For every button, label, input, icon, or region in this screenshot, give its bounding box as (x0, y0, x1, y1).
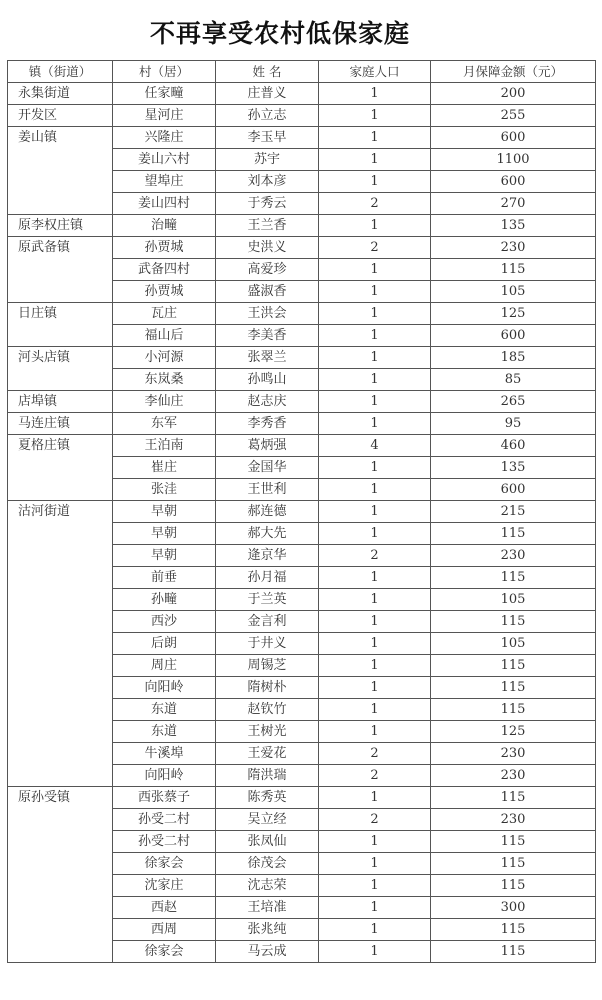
cell-village: 徐家会 (113, 853, 216, 875)
cell-family-size: 1 (319, 325, 431, 347)
cell-monthly-amount: 230 (431, 809, 596, 831)
cell-name: 葛炳强 (216, 435, 319, 457)
cell-family-size: 2 (319, 765, 431, 787)
cell-monthly-amount: 115 (431, 523, 596, 545)
cell-family-size: 1 (319, 149, 431, 171)
cell-family-size: 1 (319, 919, 431, 941)
cell-village: 西沙 (113, 611, 216, 633)
cell-name: 王树光 (216, 721, 319, 743)
header-monthly-amount: 月保障金额（元） (431, 61, 596, 83)
cell-monthly-amount: 115 (431, 567, 596, 589)
cell-town: 店埠镇 (8, 391, 113, 413)
cell-monthly-amount: 85 (431, 369, 596, 391)
cell-village: 向阳岭 (113, 765, 216, 787)
cell-monthly-amount: 115 (431, 655, 596, 677)
cell-village: 姜山四村 (113, 193, 216, 215)
cell-monthly-amount: 600 (431, 127, 596, 149)
cell-name: 苏宇 (216, 149, 319, 171)
cell-village: 福山后 (113, 325, 216, 347)
cell-name: 马云成 (216, 941, 319, 963)
cell-family-size: 1 (319, 941, 431, 963)
cell-monthly-amount: 115 (431, 919, 596, 941)
cell-name: 沈志荣 (216, 875, 319, 897)
cell-town: 姜山镇 (8, 127, 113, 215)
cell-monthly-amount: 1100 (431, 149, 596, 171)
cell-name: 赵志庆 (216, 391, 319, 413)
cell-name: 金国华 (216, 457, 319, 479)
cell-monthly-amount: 105 (431, 589, 596, 611)
table-row (8, 127, 596, 149)
cell-village: 孙受二村 (113, 809, 216, 831)
cell-name: 陈秀英 (216, 787, 319, 809)
cell-family-size: 1 (319, 611, 431, 633)
cell-family-size: 1 (319, 127, 431, 149)
cell-family-size: 1 (319, 589, 431, 611)
cell-family-size: 1 (319, 721, 431, 743)
cell-monthly-amount: 265 (431, 391, 596, 413)
cell-monthly-amount: 230 (431, 545, 596, 567)
cell-town: 马连庄镇 (8, 413, 113, 435)
cell-name: 孙鸣山 (216, 369, 319, 391)
cell-village: 沈家庄 (113, 875, 216, 897)
cell-family-size: 2 (319, 545, 431, 567)
cell-monthly-amount: 115 (431, 699, 596, 721)
cell-village: 治疃 (113, 215, 216, 237)
cell-village: 张洼 (113, 479, 216, 501)
cell-name: 王爱花 (216, 743, 319, 765)
cell-name: 逄京华 (216, 545, 319, 567)
cell-monthly-amount: 115 (431, 677, 596, 699)
cell-village: 王泊南 (113, 435, 216, 457)
cell-name: 隋树朴 (216, 677, 319, 699)
cell-village: 望埠庄 (113, 171, 216, 193)
cell-town: 夏格庄镇 (8, 435, 113, 501)
table-row (8, 413, 596, 435)
table-row (8, 215, 596, 237)
header-family-size: 家庭人口 (319, 61, 431, 83)
cell-name: 王兰香 (216, 215, 319, 237)
cell-family-size: 1 (319, 347, 431, 369)
cell-village: 周庄 (113, 655, 216, 677)
cell-village: 早朝 (113, 523, 216, 545)
table-row (8, 83, 596, 105)
cell-name: 于井义 (216, 633, 319, 655)
header-town: 镇（街道） (8, 61, 113, 83)
cell-village: 向阳岭 (113, 677, 216, 699)
cell-village: 东道 (113, 699, 216, 721)
cell-monthly-amount: 115 (431, 831, 596, 853)
cell-village: 西张蔡子 (113, 787, 216, 809)
cell-name: 于秀云 (216, 193, 319, 215)
cell-monthly-amount: 95 (431, 413, 596, 435)
cell-name: 徐茂会 (216, 853, 319, 875)
cell-village: 徐家会 (113, 941, 216, 963)
cell-monthly-amount: 105 (431, 633, 596, 655)
cell-village: 西赵 (113, 897, 216, 919)
cell-town: 原孙受镇 (8, 787, 113, 963)
table-body (8, 83, 596, 963)
cell-family-size: 1 (319, 501, 431, 523)
cell-village: 后朗 (113, 633, 216, 655)
cell-name: 高爱珍 (216, 259, 319, 281)
cell-town: 沽河街道 (8, 501, 113, 787)
cell-monthly-amount: 115 (431, 259, 596, 281)
cell-name: 王培准 (216, 897, 319, 919)
cell-village: 孙疃 (113, 589, 216, 611)
cell-village: 李仙庄 (113, 391, 216, 413)
cell-family-size: 1 (319, 215, 431, 237)
cell-monthly-amount: 115 (431, 941, 596, 963)
cell-name: 孙月福 (216, 567, 319, 589)
cell-family-size: 1 (319, 457, 431, 479)
cell-village: 东岚桑 (113, 369, 216, 391)
cell-family-size: 2 (319, 193, 431, 215)
cell-family-size: 1 (319, 897, 431, 919)
cell-family-size: 1 (319, 259, 431, 281)
cell-village: 小河源 (113, 347, 216, 369)
cell-village: 任家疃 (113, 83, 216, 105)
cell-monthly-amount: 125 (431, 303, 596, 325)
cell-village: 崔庄 (113, 457, 216, 479)
cell-monthly-amount: 135 (431, 215, 596, 237)
table-row (8, 237, 596, 259)
cell-name: 张凤仙 (216, 831, 319, 853)
cell-monthly-amount: 215 (431, 501, 596, 523)
table-row (8, 347, 596, 369)
cell-name: 李秀香 (216, 413, 319, 435)
cell-name: 于兰英 (216, 589, 319, 611)
table-row (8, 105, 596, 127)
cell-family-size: 1 (319, 281, 431, 303)
cell-name: 李玉早 (216, 127, 319, 149)
cell-name: 王洪会 (216, 303, 319, 325)
cell-monthly-amount: 115 (431, 875, 596, 897)
cell-name: 郝连德 (216, 501, 319, 523)
cell-family-size: 1 (319, 479, 431, 501)
cell-name: 史洪义 (216, 237, 319, 259)
table-row (8, 435, 596, 457)
cell-name: 张兆纯 (216, 919, 319, 941)
cell-monthly-amount: 105 (431, 281, 596, 303)
cell-monthly-amount: 115 (431, 611, 596, 633)
cell-monthly-amount: 600 (431, 325, 596, 347)
cell-monthly-amount: 230 (431, 237, 596, 259)
cell-monthly-amount: 115 (431, 853, 596, 875)
cell-family-size: 1 (319, 699, 431, 721)
cell-family-size: 1 (319, 633, 431, 655)
cell-town: 河头店镇 (8, 347, 113, 391)
cell-village: 兴隆庄 (113, 127, 216, 149)
cell-town: 原李权庄镇 (8, 215, 113, 237)
cell-name: 吴立经 (216, 809, 319, 831)
cell-family-size: 1 (319, 391, 431, 413)
cell-monthly-amount: 600 (431, 171, 596, 193)
cell-family-size: 1 (319, 787, 431, 809)
cell-family-size: 2 (319, 809, 431, 831)
cell-village: 星河庄 (113, 105, 216, 127)
table-header-row (8, 61, 596, 83)
header-village: 村（居） (113, 61, 216, 83)
cell-town: 原武备镇 (8, 237, 113, 303)
cell-monthly-amount: 255 (431, 105, 596, 127)
cell-name: 赵钦竹 (216, 699, 319, 721)
cell-name: 王世利 (216, 479, 319, 501)
cell-name: 郝大先 (216, 523, 319, 545)
table-row (8, 303, 596, 325)
table-row (8, 787, 596, 809)
cell-village: 孙贾城 (113, 237, 216, 259)
cell-village: 西周 (113, 919, 216, 941)
cell-monthly-amount: 230 (431, 743, 596, 765)
cell-family-size: 2 (319, 743, 431, 765)
cell-name: 孙立志 (216, 105, 319, 127)
cell-village: 早朝 (113, 501, 216, 523)
cell-family-size: 1 (319, 853, 431, 875)
cell-family-size: 1 (319, 523, 431, 545)
cell-monthly-amount: 200 (431, 83, 596, 105)
cell-monthly-amount: 460 (431, 435, 596, 457)
cell-family-size: 1 (319, 831, 431, 853)
header-name: 姓 名 (216, 61, 319, 83)
cell-family-size: 1 (319, 105, 431, 127)
cell-monthly-amount: 185 (431, 347, 596, 369)
cell-name: 庄普义 (216, 83, 319, 105)
cell-family-size: 1 (319, 413, 431, 435)
cell-name: 盛淑香 (216, 281, 319, 303)
cell-village: 东军 (113, 413, 216, 435)
cell-monthly-amount: 300 (431, 897, 596, 919)
cell-village: 孙受二村 (113, 831, 216, 853)
cell-family-size: 1 (319, 171, 431, 193)
cell-monthly-amount: 600 (431, 479, 596, 501)
data-table (7, 60, 596, 963)
cell-family-size: 1 (319, 875, 431, 897)
cell-family-size: 1 (319, 369, 431, 391)
cell-name: 隋洪瑞 (216, 765, 319, 787)
cell-family-size: 4 (319, 435, 431, 457)
cell-village: 牛溪埠 (113, 743, 216, 765)
cell-monthly-amount: 115 (431, 787, 596, 809)
cell-name: 刘本彦 (216, 171, 319, 193)
page-title: 不再享受农村低保家庭 (149, 19, 410, 48)
cell-village: 武备四村 (113, 259, 216, 281)
cell-village: 前垂 (113, 567, 216, 589)
cell-monthly-amount: 125 (431, 721, 596, 743)
cell-family-size: 1 (319, 83, 431, 105)
cell-monthly-amount: 270 (431, 193, 596, 215)
table-row (8, 501, 596, 523)
cell-family-size: 2 (319, 237, 431, 259)
cell-town: 永集街道 (8, 83, 113, 105)
cell-monthly-amount: 230 (431, 765, 596, 787)
cell-family-size: 1 (319, 567, 431, 589)
cell-village: 瓦庄 (113, 303, 216, 325)
cell-village: 姜山六村 (113, 149, 216, 171)
cell-family-size: 1 (319, 655, 431, 677)
table-row (8, 391, 596, 413)
cell-family-size: 1 (319, 677, 431, 699)
cell-family-size: 1 (319, 303, 431, 325)
cell-name: 张翠兰 (216, 347, 319, 369)
cell-village: 早朝 (113, 545, 216, 567)
cell-town: 开发区 (8, 105, 113, 127)
cell-name: 周锡芝 (216, 655, 319, 677)
cell-name: 金言利 (216, 611, 319, 633)
cell-village: 孙贾城 (113, 281, 216, 303)
cell-monthly-amount: 135 (431, 457, 596, 479)
cell-town: 日庄镇 (8, 303, 113, 347)
cell-name: 李美香 (216, 325, 319, 347)
cell-village: 东道 (113, 721, 216, 743)
